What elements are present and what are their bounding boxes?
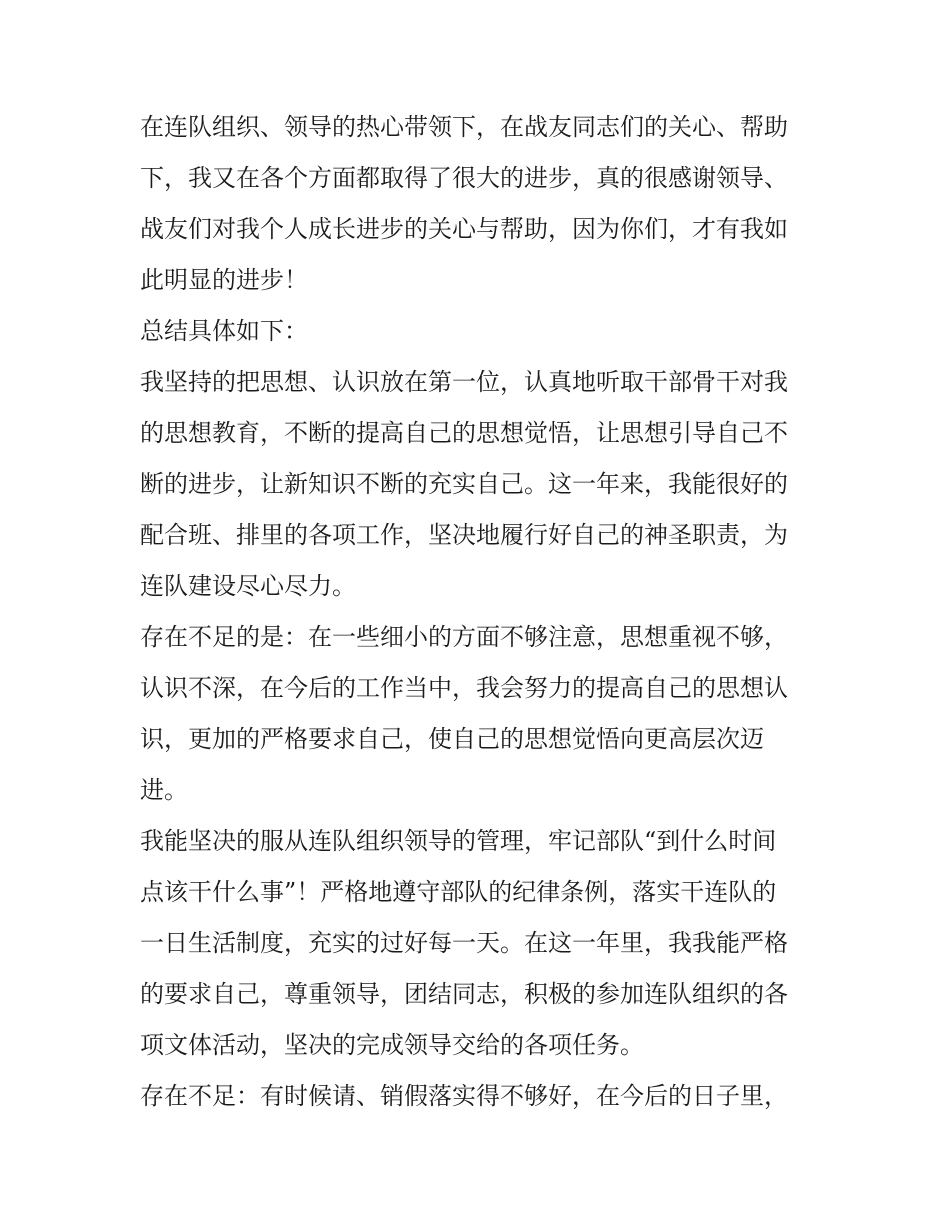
text-line: 存在不足：有时候请、销假落实得不够好，在今后的日子里， [140,1082,788,1110]
text-line: 此明显的进步！ [140,266,308,294]
text-line: 我坚持的把思想、认识放在第一位，认真地听取干部骨干对我 [140,368,788,396]
text-line: 一日生活制度，充实的过好每一天。在这一年里，我我能严格 [140,929,788,957]
text-line: 存在不足的是：在一些细小的方面不够注意，思想重视不够， [140,623,788,651]
text-line: 我能坚决的服从连队组织领导的管理，牢记部队“到什么时间 [140,827,777,855]
text-line: 的思想教育，不断的提高自己的思想觉悟，让思想引导自己不 [140,419,788,447]
text-line: 认识不深，在今后的工作当中，我会努力的提高自己的思想认 [140,674,788,702]
text-line: 配合班、排里的各项工作，坚决地履行好自己的神圣职责，为 [140,521,788,549]
document-body [140,102,820,1122]
text-line: 下，我又在各个方面都取得了很大的进步，真的很感谢领导、 [140,164,788,192]
text-line: 断的进步，让新知识不断的充实自己。这一年来，我能很好的 [140,470,788,498]
text-line: 识，更加的严格要求自己，使自己的思想觉悟向更高层次迈 [140,725,764,753]
text-line: 战友们对我个人成长进步的关心与帮助，因为你们，才有我如 [140,215,788,243]
text-line: 连队建设尽心尽力。 [140,572,356,600]
text-line: 在连队组织、领导的热心带领下，在战友同志们的关心、帮助 [140,113,788,141]
text-line: 点该干什么事”！严格地遵守部队的纪律条例，落实干连队的 [140,878,777,906]
text-line: 项文体活动，坚决的完成领导交给的各项任务。 [140,1031,644,1059]
text-line: 的要求自己，尊重领导，团结同志，积极的参加连队组织的各 [140,980,788,1008]
text-line: 进。 [140,776,188,804]
text-line: 总结具体如下： [140,317,308,345]
